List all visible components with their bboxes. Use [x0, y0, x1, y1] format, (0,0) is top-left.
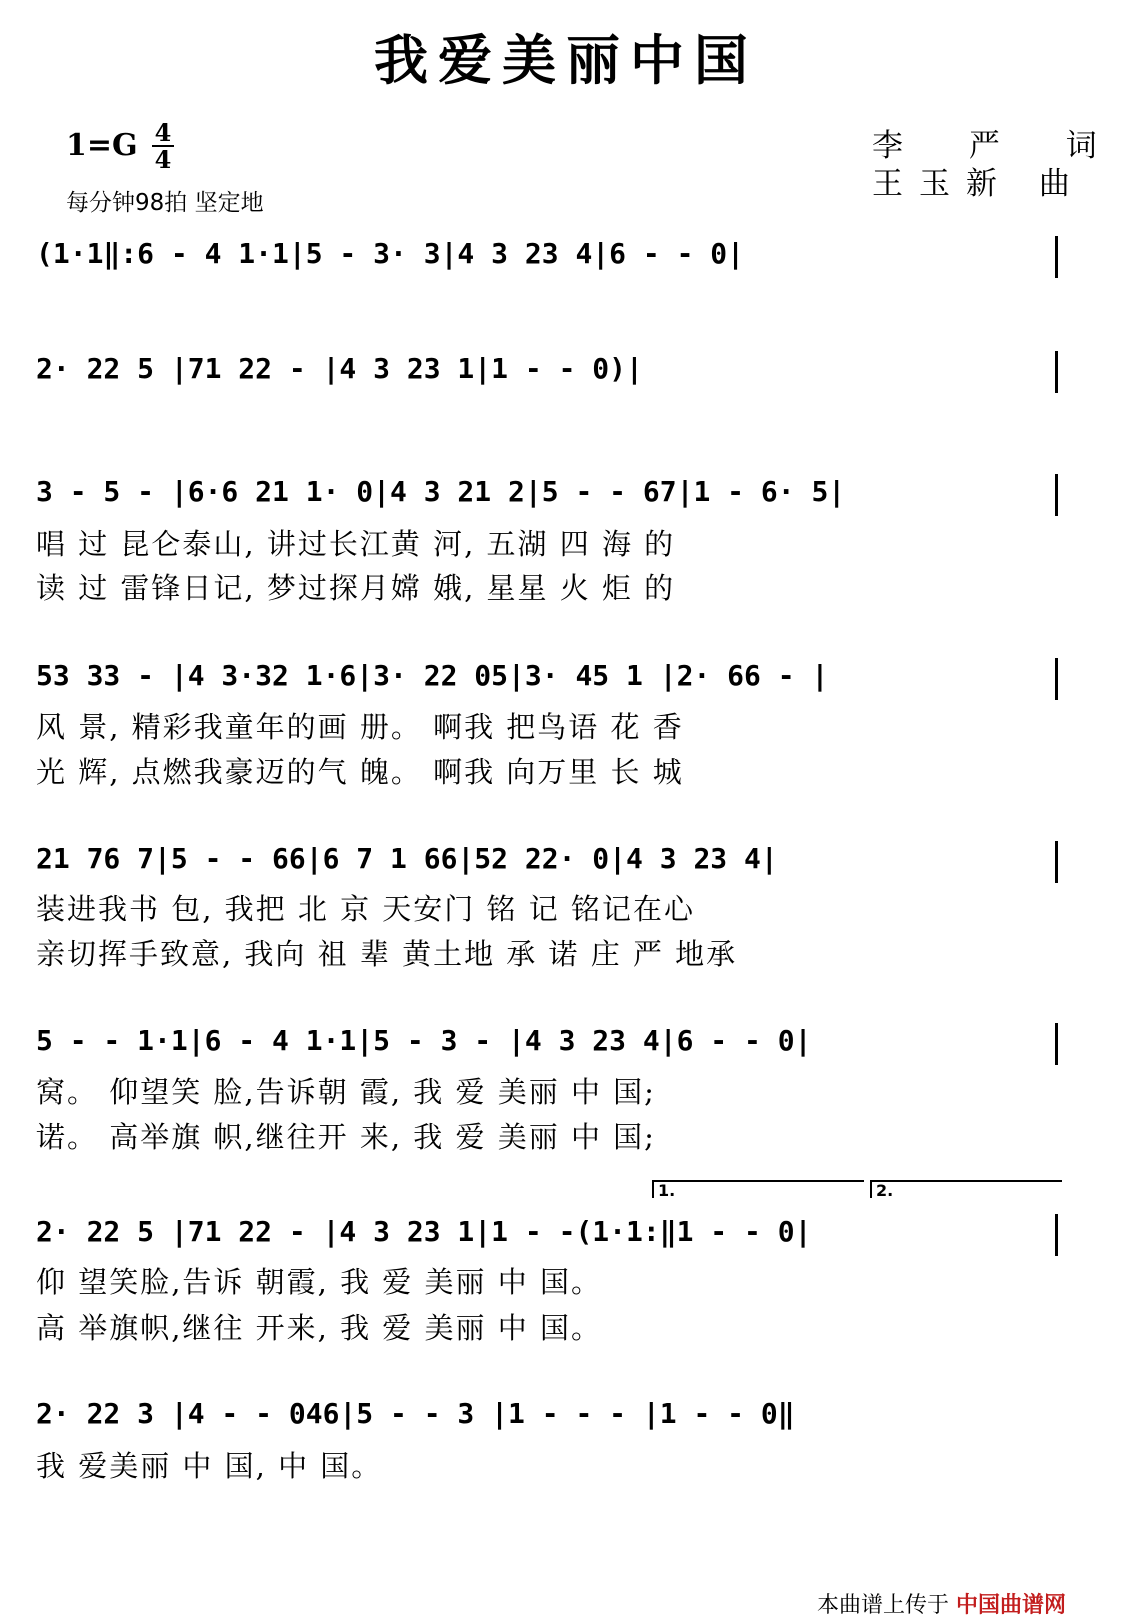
time-signature-bottom: 4	[154, 145, 172, 174]
notation-line-3: 3 - 5 - |6·6 21 1· 0|4 3 21 2|5 - - 67|1 - 6· 5|	[36, 475, 846, 508]
notation-line-1: (1·1‖:6 - 4 1·1|5 - 3· 3|4 3 23 4|6 - - 0|	[36, 237, 745, 270]
lyric-line-4-verse-1: 风 景, 精彩我童年的画 册。 啊我 把鸟语 花 香	[36, 710, 684, 744]
notation-line-5: 21 76 7|5 - - 66|6 7 1 66|52 22· 0|4 3 23 4|	[36, 842, 778, 875]
footer-text: 本曲谱上传于	[816, 1593, 949, 1618]
song-title: 我爱美丽中国	[374, 28, 758, 92]
lyric-line-3-verse-1: 唱 过 昆仑泰山, 讲过长江黄 河, 五湖 四 海 的	[36, 527, 676, 561]
notation-line-8: 2· 22 3 |4 - - 046|5 - - 3 |1 - - - |1 - - 0‖	[36, 1397, 795, 1430]
volta-second-ending: 2.	[870, 1180, 1062, 1198]
lyric-line-5-verse-2: 亲切挥手致意, 我向 祖 辈 黄土地 承 诺 庄 严 地承	[36, 937, 738, 971]
lyric-line-4-verse-2: 光 辉, 点燃我豪迈的气 魄。 啊我 向万里 长 城	[36, 755, 684, 789]
tempo-marking: 每分钟98拍 坚定地	[66, 190, 264, 216]
volta-first-ending: 1.	[652, 1180, 864, 1198]
lyric-line-3-verse-2: 读 过 雷锋日记, 梦过探月嫦 娥, 星星 火 炬 的	[36, 571, 676, 605]
lyric-line-6-verse-2: 诺。 高举旗 帜,继往开 来, 我 爱 美丽 中 国;	[36, 1120, 656, 1154]
notation-line-4: 53 33 - |4 3·32 1·6|3· 22 05|3· 45 1 |2· 66 - |	[36, 659, 829, 692]
notation-line-6: 5 - - 1·1|6 - 4 1·1|5 - 3 - |4 3 23 4|6 - - 0|	[36, 1024, 812, 1057]
time-signature	[150, 120, 176, 172]
lyricist-credit: 李 严 词	[872, 128, 1125, 164]
lyric-line-6-verse-1: 窝。 仰望笑 脸,告诉朝 霞, 我 爱 美丽 中 国;	[36, 1075, 656, 1109]
composer-credit: 王玉新 曲	[872, 166, 1086, 202]
notation-line-2: 2· 22 5 |71 22 - |4 3 23 1|1 - - 0)|	[36, 352, 643, 385]
source-footer	[817, 1588, 1066, 1619]
notation-line-7: 2· 22 5 |71 22 - |4 3 23 1|1 - -(1·1:‖1 - - 0|	[36, 1215, 812, 1248]
time-signature-top: 4	[154, 118, 172, 147]
lyric-line-5-verse-1: 装进我书 包, 我把 北 京 天安门 铭 记 铭记在心	[36, 892, 695, 926]
lyric-line-7-verse-2: 高 举旗帜,继往 开来, 我 爱 美丽 中 国。	[36, 1311, 602, 1345]
footer-site-logo: 中国曲谱网	[955, 1593, 1066, 1618]
lyric-line-8-verse-1: 我 爱美丽 中 国, 中 国。	[36, 1449, 383, 1483]
key-signature: 1=G	[66, 128, 138, 163]
lyric-line-7-verse-1: 仰 望笑脸,告诉 朝霞, 我 爱 美丽 中 国。	[36, 1265, 602, 1299]
